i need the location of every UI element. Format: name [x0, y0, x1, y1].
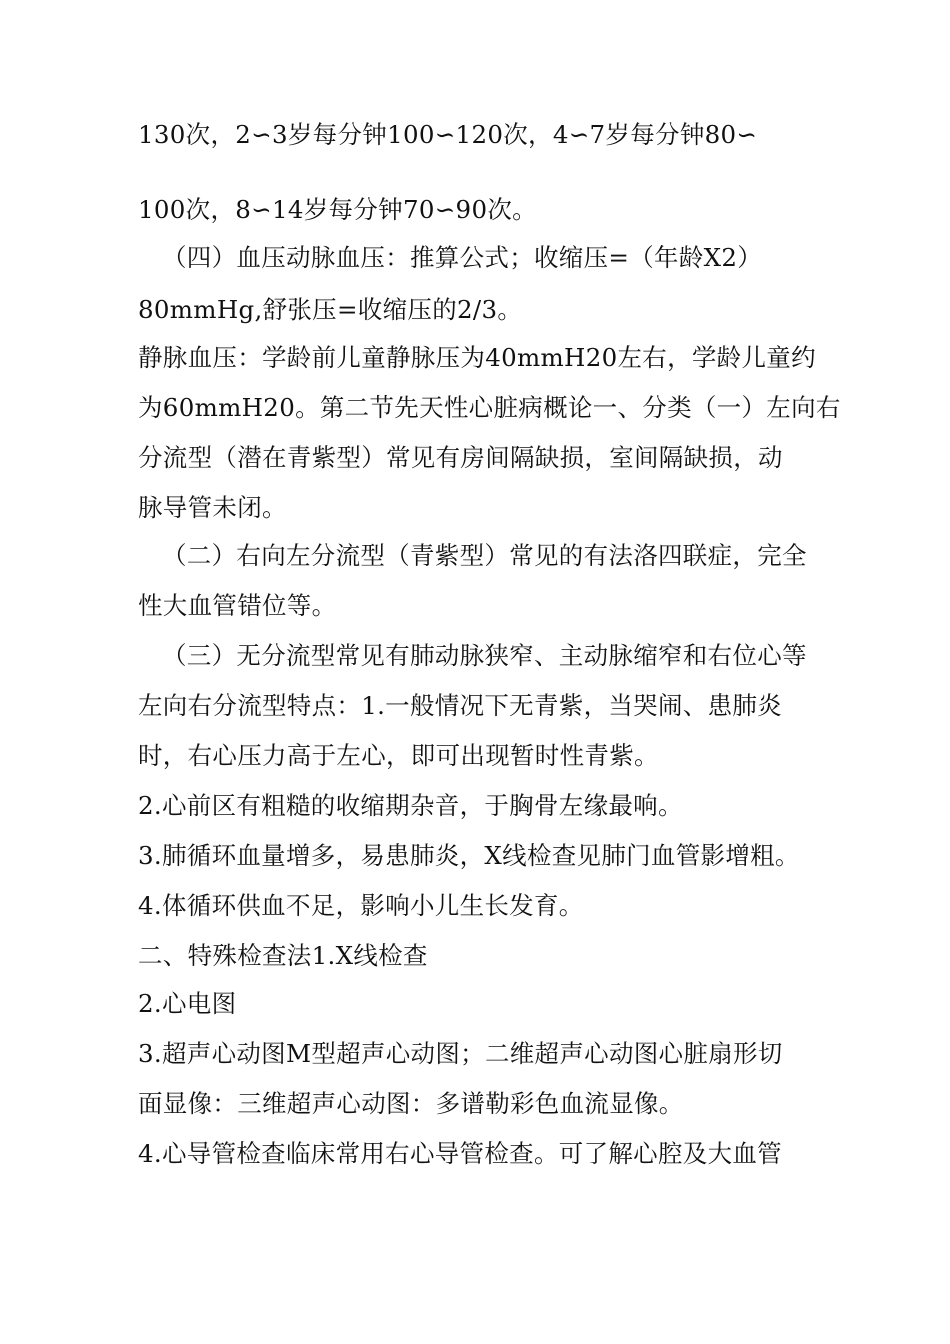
text-line-5: 静脉血压：学龄前儿童静脉压为40mmH20左右，学龄儿童约	[138, 343, 816, 372]
text-line-7: 分流型（潜在青紫型）常见有房间隔缺损，室间隔缺损，动	[138, 443, 783, 472]
text-line-9: （二）右向左分流型（青紫型）常见的有法洛四联症，完全	[162, 541, 807, 570]
text-line-1: 130次，2∽3岁每分钟100∽120次，4∽7岁每分钟80∽	[138, 120, 758, 149]
text-line-4: 80mmHg,舒张压=收缩压的2/3。	[138, 295, 523, 324]
text-line-19: 3.超声心动图M型超声心动图；二维超声心动图心脏扇形切	[138, 1039, 783, 1068]
text-line-12: 左向右分流型特点：1.一般情况下无青紫，当哭闹、患肺炎	[138, 691, 782, 720]
text-line-15: 3.肺循环血量增多，易患肺炎，X线检查见肺门血管影增粗。	[138, 841, 800, 870]
text-line-16: 4.体循环供血不足，影响小儿生长发育。	[138, 891, 584, 920]
text-line-6: 为60mmH20。第二节先天性心脏病概论一、分类（一）左向右	[138, 393, 841, 422]
text-line-2: 100次，8∽14岁每分钟70∽90次。	[138, 195, 537, 224]
text-line-18: 2.心电图	[138, 989, 237, 1018]
text-line-8: 脉导管未闭。	[138, 493, 287, 522]
text-line-14: 2.心前区有粗糙的收缩期杂音，于胸骨左缘最响。	[138, 791, 683, 820]
text-line-11: （三）无分流型常见有肺动脉狭窄、主动脉缩窄和右位心等	[162, 641, 807, 670]
text-line-10: 性大血管错位等。	[138, 591, 337, 620]
text-line-3: （四）血压动脉血压：推算公式；收缩压=（年龄X2）	[162, 243, 763, 272]
text-line-21: 4.心导管检查临床常用右心导管检查。可了解心腔及大血管	[138, 1139, 782, 1168]
text-line-17: 二、特殊检查法1.X线检查	[138, 941, 428, 970]
text-line-13: 时，右心压力高于左心，即可出现暂时性青紫。	[138, 741, 659, 770]
text-line-20: 面显像：三维超声心动图：多谱勒彩色血流显像。	[138, 1089, 684, 1118]
